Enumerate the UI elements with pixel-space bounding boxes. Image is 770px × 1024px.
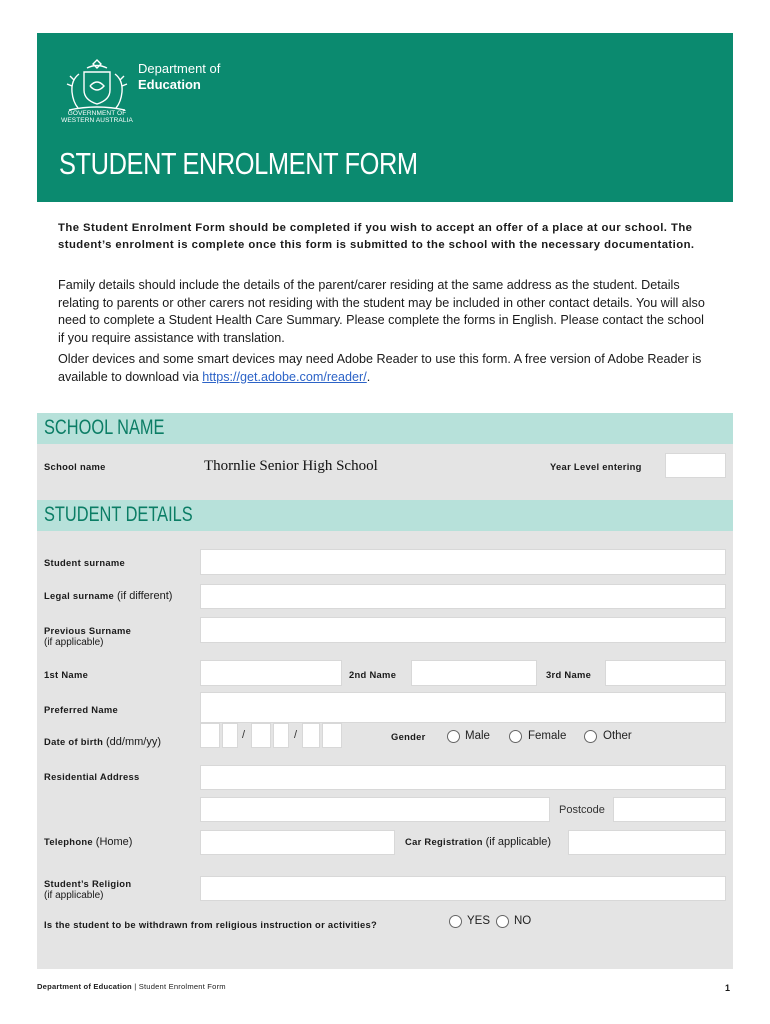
dob-month-1-field[interactable]	[251, 723, 271, 748]
third-name-label: 3rd Name	[546, 669, 592, 680]
withdraw-yes-radio[interactable]	[449, 915, 462, 928]
legal-surname-label: Legal surname (if different)	[44, 590, 173, 602]
intro-bold-text: The Student Enrolment Form should be completed if you wish to accept an offer of a place at our school. The student’s enrolment is complete once this form is submitted to the school with the necessary documentation.	[58, 222, 695, 251]
school-name-label: School name	[44, 461, 106, 472]
withdraw-question-label: Is the student to be withdrawn from religious instruction or activities?	[44, 919, 378, 930]
intro-paragraph: Family details should include the details of the parent/carer residing at the same address as the student. Details relating to parents or other carers not residing with the student may be included in other contact details. You will also need to complete a Student Health Care Summary. Please complete the forms in English. Please contact the school if you require assistance with translation.	[58, 278, 705, 345]
religion-field[interactable]	[200, 876, 726, 901]
withdraw-no-label: NO	[514, 915, 532, 927]
first-name-label: 1st Name	[44, 669, 89, 680]
student-surname-label: Student surname	[44, 557, 126, 568]
first-name-field[interactable]	[200, 660, 342, 686]
religion-label: Student’s Religion (if applicable)	[44, 878, 132, 901]
dob-day-1-field[interactable]	[200, 723, 220, 748]
residential-address-line2-field[interactable]	[200, 797, 550, 822]
second-name-label: 2nd Name	[349, 669, 397, 680]
second-name-field[interactable]	[411, 660, 537, 686]
third-name-field[interactable]	[605, 660, 726, 686]
legal-surname-field[interactable]	[200, 584, 726, 609]
previous-surname-label: Previous Surname (if applicable)	[44, 625, 132, 648]
gender-other-label: Other	[603, 730, 632, 742]
telephone-field[interactable]	[200, 830, 395, 855]
dob-label: Date of birth (dd/mm/yy)	[44, 736, 162, 748]
school-name-field[interactable]: Thornlie Senior High School	[204, 458, 378, 474]
gender-female-label: Female	[528, 730, 567, 742]
student-section-header	[37, 500, 733, 531]
department-name: Department of Education	[138, 61, 221, 92]
dob-year-2-field[interactable]	[322, 723, 342, 748]
school-section-title: SCHOOL NAME	[44, 416, 165, 439]
dob-separator: /	[294, 729, 298, 741]
gender-label: Gender	[391, 731, 426, 742]
dob-year-1-field[interactable]	[302, 723, 320, 748]
preferred-name-label: Preferred Name	[44, 704, 119, 715]
previous-surname-field[interactable]	[200, 617, 726, 643]
footer: Department of Education | Student Enrolment Form	[37, 982, 226, 991]
gender-male-label: Male	[465, 730, 490, 742]
gender-other-radio[interactable]	[584, 730, 597, 743]
page-number: 1	[725, 983, 731, 993]
student-section-title: STUDENT DETAILS	[44, 503, 193, 526]
school-section-header	[37, 413, 733, 444]
adobe-reader-link[interactable]: https://get.adobe.com/reader/	[202, 369, 367, 384]
form-title: STUDENT ENROLMENT FORM	[59, 146, 418, 181]
adobe-paragraph: Older devices and some smart devices may need Adobe Reader to use this form. A free version of Adobe Reader is available to download via https://get.adobe.com/reader/.	[58, 352, 702, 384]
government-label: GOVERNMENT OF WESTERN AUSTRALIA	[61, 110, 133, 124]
withdraw-no-radio[interactable]	[496, 915, 509, 928]
residential-address-label: Residential Address	[44, 771, 140, 782]
withdraw-yes-label: YES	[467, 915, 491, 927]
gender-female-radio[interactable]	[509, 730, 522, 743]
year-level-field[interactable]	[665, 453, 726, 478]
telephone-label: Telephone (Home)	[44, 836, 133, 848]
residential-address-line1-field[interactable]	[200, 765, 726, 790]
postcode-label: Postcode	[559, 804, 605, 816]
dob-month-2-field[interactable]	[273, 723, 289, 748]
car-registration-label: Car Registration (if applicable)	[405, 836, 552, 848]
postcode-field[interactable]	[613, 797, 726, 822]
student-surname-field[interactable]	[200, 549, 726, 575]
gender-male-radio[interactable]	[447, 730, 460, 743]
dob-separator: /	[242, 729, 246, 741]
preferred-name-field[interactable]	[200, 692, 726, 723]
car-registration-field[interactable]	[568, 830, 726, 855]
header-banner	[37, 33, 733, 202]
year-level-label: Year Level entering	[550, 461, 642, 472]
dob-day-2-field[interactable]	[222, 723, 238, 748]
